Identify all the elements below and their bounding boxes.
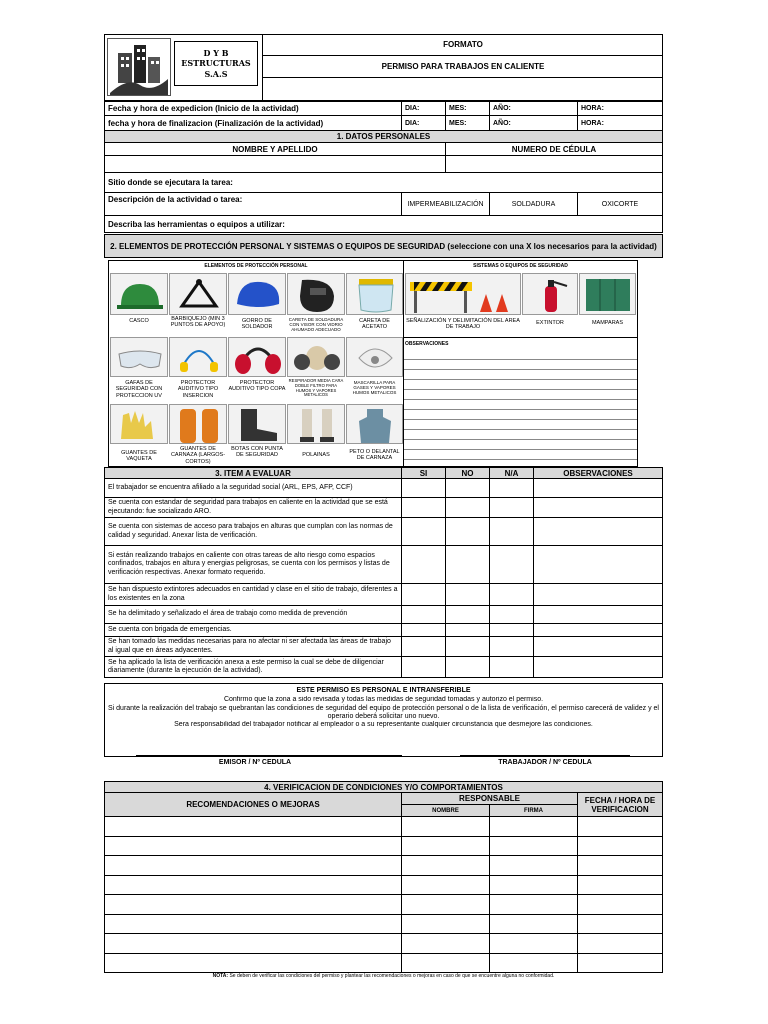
- leather-gloves-icon: [110, 404, 168, 444]
- evaluation-na-cell-4[interactable]: [489, 583, 534, 606]
- ppe-caption-5: GAFAS DE SEGURIDAD CON PROTECCION UV: [115, 380, 163, 399]
- start-month-field[interactable]: MES:: [445, 101, 490, 116]
- evaluation-no-cell-4[interactable]: [445, 583, 490, 606]
- ppe-caption-0: CASCO: [129, 318, 149, 324]
- page-title: PERMISO PARA TRABAJOS EN CALIENTE: [263, 56, 663, 78]
- recommendation-cell-3[interactable]: [104, 875, 402, 896]
- firma-cell-3[interactable]: [489, 875, 578, 896]
- firma-cell-1[interactable]: [489, 836, 578, 857]
- statement-line3: Sera responsabilidad del trabajador notificar al empleador o a su representante cualquier circunstancia que desmejore las condiciones.: [174, 721, 593, 729]
- firma-cell-4[interactable]: [489, 894, 578, 915]
- evaluation-item-7: Se han tomado las medidas necesarias para no afectar ni ser afectada las áreas de trabajo al igual que en áreas adyacentes.: [104, 636, 402, 657]
- evaluation-obs-cell-0[interactable]: [533, 478, 663, 498]
- ppe-caption-1: BARBIQUEJO (MIN 3 PUNTOS DE APOYO): [170, 316, 226, 329]
- id-input[interactable]: [445, 155, 663, 173]
- evaluation-no-cell-0[interactable]: [445, 478, 490, 498]
- evaluation-na-cell-3[interactable]: [489, 545, 534, 584]
- chinstrap-icon: [169, 273, 227, 315]
- observations-header: OBSERVACIONES: [533, 467, 663, 479]
- trabajador-label: TRABAJADOR / Nº CEDULA: [498, 758, 592, 766]
- ppe-caption-12: BOTAS CON PUNTA DE SEGURIDAD: [231, 446, 283, 459]
- evaluation-item-6: Se cuenta con brigada de emergencias.: [104, 623, 402, 637]
- evaluation-na-cell-1[interactable]: [489, 497, 534, 518]
- observations-divider: [404, 337, 637, 338]
- footer-note-label: NOTA:: [212, 973, 229, 980]
- evaluation-na-cell-7[interactable]: [489, 636, 534, 657]
- dust-mask-icon: [346, 337, 403, 377]
- statement-line1: Confirmo que la zona a sido revisada y todas las medidas de seguridad tomadas y autorizo el permiso.: [223, 696, 544, 704]
- evaluation-obs-cell-7[interactable]: [533, 636, 663, 657]
- name-column-header: NOMBRE Y APELLIDO: [104, 142, 446, 156]
- evaluation-si-cell-0[interactable]: [401, 478, 446, 498]
- evaluation-no-cell-7[interactable]: [445, 636, 490, 657]
- company-name-line2: ESTRUCTURAS: [181, 58, 251, 69]
- name-input[interactable]: [104, 155, 446, 173]
- section3-title: 3. ITEM A EVALUAR: [104, 467, 402, 479]
- company-name-box: [174, 41, 258, 86]
- fecha-cell-1[interactable]: [577, 836, 663, 857]
- recommendation-cell-0[interactable]: [104, 816, 402, 837]
- section2-title: 2. ELEMENTOS DE PROTECCIÓN PERSONAL Y SISTEMAS O EQUIPOS DE SEGURIDAD (seleccione con una X los necesarios para la actividad): [104, 234, 663, 258]
- evaluation-na-cell-8[interactable]: [489, 656, 534, 678]
- tools-field[interactable]: Describa las herramientas o equipos a utilizar:: [104, 215, 663, 233]
- evaluation-obs-cell-3[interactable]: [533, 545, 663, 584]
- fecha-cell-0[interactable]: [577, 816, 663, 837]
- ppe-caption-3: CARETA DE SOLDADURA CON VISOR CON VIDRIO AHUMADO ADECUADO: [288, 317, 344, 333]
- nombre-cell-1[interactable]: [401, 836, 490, 857]
- fecha-cell-7[interactable]: [577, 953, 663, 974]
- ppe-header: ELEMENTOS DE PROTECCIÓN PERSONAL: [204, 262, 308, 269]
- evaluation-si-cell-2[interactable]: [401, 517, 446, 546]
- fecha-cell-3[interactable]: [577, 875, 663, 896]
- evaluation-si-cell-3[interactable]: [401, 545, 446, 584]
- description-field[interactable]: Descripción de la actividad o tarea:: [104, 192, 402, 216]
- leggings-icon: [287, 404, 345, 444]
- ppe-caption-8: RESPIRADOR MEDIA CARA DOBLE FILTRO PARA HUMOS Y VAPORES METALICOS: [288, 378, 344, 398]
- earplugs-icon: [169, 337, 227, 377]
- evaluation-na-cell-2[interactable]: [489, 517, 534, 546]
- evaluation-no-cell-1[interactable]: [445, 497, 490, 518]
- fecha-cell-5[interactable]: [577, 914, 663, 935]
- fecha-cell-6[interactable]: [577, 933, 663, 954]
- id-column-header: NUMERO DE CÉDULA: [445, 142, 663, 156]
- option-impermeabilizacion[interactable]: IMPERMEABILIZACIÓN: [401, 192, 490, 216]
- nombre-cell-0[interactable]: [401, 816, 490, 837]
- evaluation-obs-cell-4[interactable]: [533, 583, 663, 606]
- ppe-caption-13: POLAINAS: [302, 452, 330, 458]
- firma-cell-5[interactable]: [489, 914, 578, 935]
- fecha-cell-2[interactable]: [577, 855, 663, 876]
- earmuffs-icon: [228, 337, 286, 377]
- evaluation-no-cell-2[interactable]: [445, 517, 490, 546]
- option-soldadura[interactable]: SOLDADURA: [489, 192, 578, 216]
- evaluation-si-cell-5[interactable]: [401, 605, 446, 624]
- apron-icon: [346, 404, 403, 444]
- ppe-caption-10: GUANTES DE VAQUETA: [121, 450, 157, 463]
- end-month-field[interactable]: MES:: [445, 115, 490, 131]
- extinguisher-icon: [522, 273, 578, 315]
- safety-boots-icon: [228, 404, 286, 444]
- site-field[interactable]: Sitio donde se ejecutara la tarea:: [104, 172, 663, 193]
- screen-icon: [579, 273, 636, 315]
- recommendations-header: RECOMENDACIONES O MEJORAS: [104, 792, 402, 817]
- end-year-field[interactable]: AÑO:: [489, 115, 578, 131]
- evaluation-item-4: Se han dispuesto extintores adecuados en cantidad y clase en el sitio de trabajo, diferentes a los existentes en la zona: [104, 583, 402, 606]
- emisor-signature-line[interactable]: [136, 755, 402, 756]
- recommendation-cell-7[interactable]: [104, 953, 402, 974]
- logo-area: [104, 34, 263, 101]
- section1-title: 1. DATOS PERSONALES: [104, 130, 663, 143]
- welder-cap-icon: [228, 273, 286, 315]
- recommendation-cell-2[interactable]: [104, 855, 402, 876]
- nombre-cell-7[interactable]: [401, 953, 490, 974]
- helmet-icon: [110, 273, 168, 315]
- ppe-caption-6: PROTECTOR AUDITIVO TIPO INSERCION: [177, 380, 219, 399]
- firma-cell-0[interactable]: [489, 816, 578, 837]
- system-caption-0: SEÑALIZACIÓN Y DELIMITACIÓN DEL AREA DE TRABAJO: [406, 318, 520, 331]
- nombre-cell-6[interactable]: [401, 933, 490, 954]
- fecha-header: FECHA / HORA DE VERIFICACION: [577, 792, 663, 817]
- ppe-caption-14: PETO O DELANTAL DE CARNAZA: [349, 449, 400, 462]
- statement-line2: Si durante la realización del trabajo se quebrantan las condiciones de seguridad del equipo de protección personal o de la lista de verificación, el permiso carecerá de validez y el operario deberá solicitar uno nuevo.: [107, 704, 659, 720]
- face-shield-icon: [346, 273, 403, 315]
- statement-title: ESTE PERMISO ES PERSONAL E INTRANSFERIBLE: [296, 686, 471, 694]
- doc-type: FORMATO: [263, 34, 663, 56]
- recommendation-cell-5[interactable]: [104, 914, 402, 935]
- recommendation-cell-4[interactable]: [104, 894, 402, 915]
- evaluation-obs-cell-2[interactable]: [533, 517, 663, 546]
- no-header: NO: [445, 467, 490, 479]
- firma-header: FIRMA: [489, 804, 578, 817]
- ppe-caption-11: GUANTES DE CARNAZA (LARGOS-CORTOS): [170, 446, 226, 465]
- evaluation-item-0: El trabajador se encuentra afiliado a la seguridad social (ARL, EPS, AFP, CCF): [104, 478, 402, 498]
- fecha-cell-4[interactable]: [577, 894, 663, 915]
- evaluation-na-cell-6[interactable]: [489, 623, 534, 637]
- goggles-icon: [110, 337, 168, 377]
- welding-gloves-icon: [169, 404, 227, 444]
- evaluation-no-cell-8[interactable]: [445, 656, 490, 678]
- evaluation-item-3: Si están realizando trabajos en caliente con otras tareas de alto riesgo como espacios confinados, trabajos en altura y energias peligrosas, se cuenta con los permisos y listas de verificación respectivas. Anexar formato requerido.: [104, 545, 402, 584]
- evaluation-si-cell-7[interactable]: [401, 636, 446, 657]
- company-name-line1: D Y B: [203, 47, 229, 58]
- evaluation-obs-cell-6[interactable]: [533, 623, 663, 637]
- evaluation-no-cell-6[interactable]: [445, 623, 490, 637]
- nombre-header: NOMBRE: [401, 804, 490, 817]
- evaluation-no-cell-5[interactable]: [445, 605, 490, 624]
- section4-title: 4. VERIFICACION DE CONDICIONES Y/O COMPORTAMIENTOS: [104, 781, 663, 793]
- evaluation-na-cell-0[interactable]: [489, 478, 534, 498]
- evaluation-no-cell-3[interactable]: [445, 545, 490, 584]
- systems-header: SISTEMAS O EQUIPOS DE SEGURIDAD: [473, 262, 568, 269]
- trabajador-signature-line[interactable]: [460, 755, 630, 756]
- nombre-cell-2[interactable]: [401, 855, 490, 876]
- ppe-caption-9: MASCARILLA PARA GASES Y VAPORES HUMOS METALICOS: [352, 380, 397, 396]
- end-day-field[interactable]: DIA:: [401, 115, 446, 131]
- recommendation-cell-6[interactable]: [104, 933, 402, 954]
- evaluation-obs-cell-5[interactable]: [533, 605, 663, 624]
- evaluation-obs-cell-1[interactable]: [533, 497, 663, 518]
- evaluation-item-1: Se cuenta con estandar de seguridad para trabajos en caliente en la actividad que se está ejecutando: fue socializado ARO.: [104, 497, 402, 518]
- firma-cell-7[interactable]: [489, 953, 578, 974]
- evaluation-item-2: Se cuenta con sistemas de acceso para trabajos en alturas que cumplan con las normas de calidad y seguridad. Anexar lista de verificación.: [104, 517, 402, 546]
- evaluation-item-8: Se ha aplicado la lista de verificación anexa a este permiso la cual se debe de diligenciar diariamente (durante la ejecución de la actividad).: [104, 656, 402, 678]
- na-header: N/A: [489, 467, 534, 479]
- building-logo-icon: [107, 38, 171, 96]
- observations-lines[interactable]: [404, 350, 637, 466]
- system-caption-2: MAMPARAS: [591, 320, 624, 326]
- ppe-caption-7: PROTECTOR AUDITIVO TIPO COPA: [228, 380, 286, 393]
- emisor-label: EMISOR / Nº CEDULA: [218, 758, 292, 766]
- start-date-label: Fecha y hora de expedicion (Inicio de la actividad): [104, 101, 402, 116]
- nombre-cell-4[interactable]: [401, 894, 490, 915]
- recommendation-cell-1[interactable]: [104, 836, 402, 857]
- company-name-line3: S.A.S: [204, 68, 228, 79]
- firma-cell-2[interactable]: [489, 855, 578, 876]
- welding-mask-icon: [287, 273, 345, 315]
- start-hour-field[interactable]: HORA:: [577, 101, 663, 116]
- firma-cell-6[interactable]: [489, 933, 578, 954]
- respirator-icon: [287, 337, 345, 377]
- evaluation-na-cell-5[interactable]: [489, 605, 534, 624]
- footer-note-text: Se deben de verificar las condiciones del permiso y plantear las recomendaciones o mejoras en caso de que se encuentre alguna no conformidad.: [228, 973, 555, 980]
- evaluation-si-cell-4[interactable]: [401, 583, 446, 606]
- ppe-caption-4: CARETA DE ACETATO: [359, 318, 390, 331]
- start-day-field[interactable]: DIA:: [401, 101, 446, 116]
- ppe-caption-2: GORRO DE SOLDADOR: [241, 318, 273, 331]
- start-year-field[interactable]: AÑO:: [489, 101, 578, 116]
- si-header: SI: [401, 467, 446, 479]
- barrier-icon: [405, 273, 521, 315]
- footer-note: [104, 972, 663, 982]
- option-oxicorte[interactable]: OXICORTE: [577, 192, 663, 216]
- evaluation-si-cell-8[interactable]: [401, 656, 446, 678]
- observations-label: OBSERVACIONES: [405, 340, 449, 347]
- responsable-header: RESPONSABLE: [401, 792, 578, 805]
- evaluation-item-5: Se ha delimitado y señalizado el área de trabajo como medida de prevención: [104, 605, 402, 624]
- evaluation-obs-cell-8[interactable]: [533, 656, 663, 678]
- evaluation-si-cell-6[interactable]: [401, 623, 446, 637]
- end-hour-field[interactable]: HORA:: [577, 115, 663, 131]
- evaluation-si-cell-1[interactable]: [401, 497, 446, 518]
- nombre-cell-3[interactable]: [401, 875, 490, 896]
- system-caption-1: EXTINTOR: [536, 320, 564, 326]
- end-date-label: fecha y hora de finalizacion (Finalización de la actividad): [104, 115, 402, 131]
- nombre-cell-5[interactable]: [401, 914, 490, 935]
